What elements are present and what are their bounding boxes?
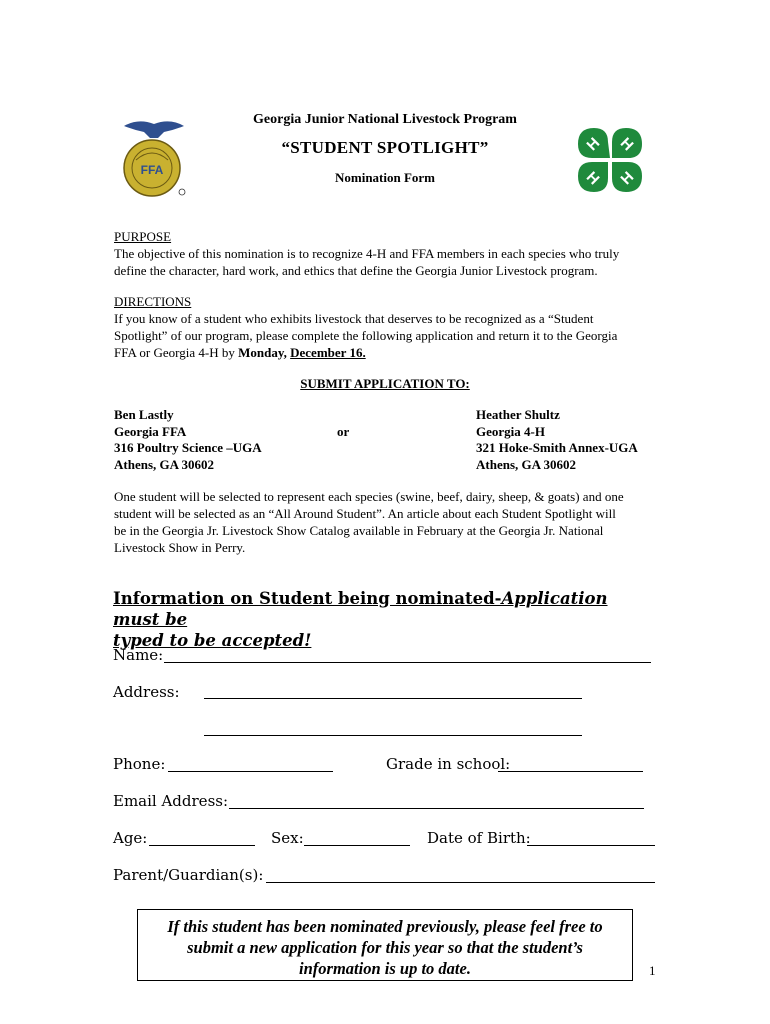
form-title: “STUDENT SPOTLIGHT” <box>281 138 489 157</box>
age-label: Age: <box>113 829 148 847</box>
note-line: information is up to date. <box>299 959 471 978</box>
address-label: Address: <box>113 683 180 701</box>
grade-label: Grade in school: <box>386 755 511 773</box>
address-line: 321 Hoke-Smith Annex-UGA <box>476 440 638 455</box>
address-line-1[interactable] <box>204 698 582 699</box>
email-label: Email Address: <box>113 792 229 810</box>
selection-paragraph <box>114 488 659 556</box>
directions-heading: DIRECTIONS <box>114 294 192 309</box>
info-heading-plain: Information on Student being nominated- <box>113 589 502 608</box>
clover-h-2: H <box>616 134 637 155</box>
info-heading-italic-2: typed to be accepted! <box>113 631 312 650</box>
program-title: Georgia Junior National Livestock Program <box>253 112 517 127</box>
address-line: Georgia 4-H <box>476 423 545 439</box>
dob-label: Date of Birth: <box>427 829 531 847</box>
ffa-emblem-logo <box>118 116 190 200</box>
ffa-logo-text: FFA <box>140 163 164 177</box>
purpose-heading: PURPOSE <box>114 229 172 244</box>
deadline-day: Monday, <box>238 345 291 360</box>
address-line: Heather Shultz <box>476 407 560 422</box>
phone-line[interactable] <box>168 771 333 772</box>
sex-label: Sex: <box>271 829 304 847</box>
address-line: Georgia FFA <box>114 423 187 439</box>
grade-line[interactable] <box>498 771 643 772</box>
selection-line: student will be selected as an “All Around Student”. An article about each Student Spotlight will <box>114 506 616 521</box>
info-heading <box>113 588 658 651</box>
form-subtitle: Nomination Form <box>334 170 436 185</box>
address-line: 316 Poultry Science –UGA <box>114 440 262 455</box>
four-h-clover-logo <box>572 122 648 198</box>
note-line: submit a new application for this year so that the student’s <box>187 938 583 957</box>
note-line: If this student has been nominated previously, please feel free to <box>167 917 603 936</box>
directions-section <box>114 293 659 361</box>
phone-label: Phone: <box>113 755 166 773</box>
address-line: Athens, GA 30602 <box>476 456 577 472</box>
name-line[interactable] <box>164 662 651 663</box>
deadline-date: December 16. <box>290 345 366 360</box>
directions-line: If you know of a student who exhibits livestock that deserves to be recognized as a “Student <box>114 311 594 326</box>
address-4h <box>476 407 638 473</box>
name-label: Name: <box>113 646 164 664</box>
selection-line: One student will be selected to represent each species (swine, beef, dairy, sheep, & goats) and one <box>114 489 624 504</box>
address-line: Ben Lastly <box>114 407 174 422</box>
or-separator: or <box>337 424 350 439</box>
directions-line <box>114 344 659 361</box>
sex-line[interactable] <box>304 845 410 846</box>
address-ffa <box>114 407 262 473</box>
directions-line: Spotlight” of our program, please complete the following application and return it to the Georgia <box>114 328 618 343</box>
clover-h-3: H <box>582 168 603 189</box>
selection-line: Livestock Show in Perry. <box>114 540 246 555</box>
selection-line: be in the Georgia Jr. Livestock Show Catalog available in February at the Georgia Jr. National <box>114 523 604 538</box>
parent-label: Parent/Guardian(s): <box>113 866 264 884</box>
purpose-line: The objective of this nomination is to recognize 4-H and FFA members in each species who truly <box>114 246 620 261</box>
directions-prefix: FFA or Georgia 4-H by <box>114 345 239 360</box>
email-line[interactable] <box>229 808 644 809</box>
submit-heading: SUBMIT APPLICATION TO: <box>300 376 470 391</box>
parent-line[interactable] <box>266 882 655 883</box>
dob-line[interactable] <box>527 845 655 846</box>
purpose-line: define the character, hard work, and ethics that define the Georgia Junior Livestock program. <box>114 263 598 278</box>
age-line[interactable] <box>149 845 255 846</box>
address-line: Athens, GA 30602 <box>114 456 215 472</box>
purpose-section <box>114 228 659 279</box>
clover-h-4: H <box>617 168 638 189</box>
info-heading-italic: Application must be <box>113 589 608 629</box>
page-number: 1 <box>649 963 656 978</box>
note-text <box>137 916 633 979</box>
address-line-2[interactable] <box>204 735 582 736</box>
clover-h-1: H <box>583 134 604 155</box>
